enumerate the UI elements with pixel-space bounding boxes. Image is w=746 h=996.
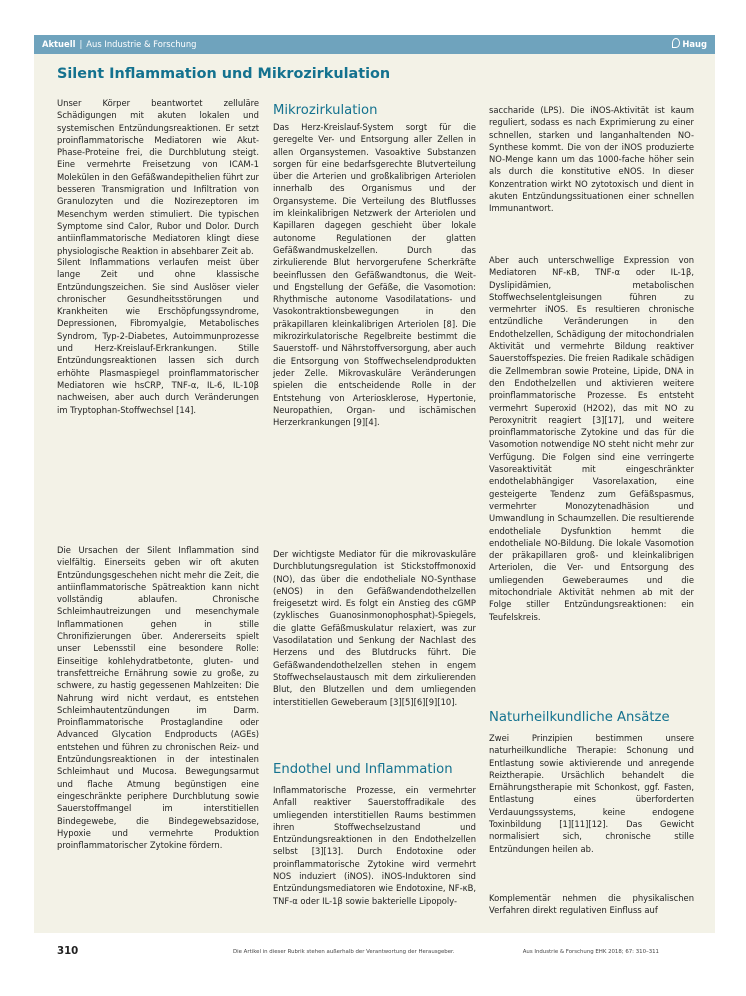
col3-paragraph-2: Aber auch unterschwellige Expression von Mediatoren NF-κB, TNF-α oder IL-1β, Dyslipidämien, metabolischen Stoffwechselentgleisungen führen zu vermehrter iNOS. Es resultieren chronische entzündliche Veränderungen in den Endothelzellen, Schädigung der mitochondrialen Aktivität und vermehrte Bildung reaktiver Sauerstoffspezies. Die freien Radikale schädigen die Zellmembran sowie Proteine, Lipide, DNA in den Endothelzellen und aktivieren weitere proinflammatorische Prozesse. Es entsteht vermehrt Superoxid (H2O2), das mit NO zu Peroxynitrit reagiert [3][17], und weitere proinflammatorische Zytokine und das für die Vasomotion notwendige NO steht nicht mehr zur Verfügung. Die Folgen sind eine verringerte Vasoreaktivität mit eingeschränkter endothelabhängiger Vasorelaxation, eine gesteigerte Tendenz zum Gefäßspasmus, vermehrter Monozytenadhäsion und Umwandlung in Schaumzellen. Die resultierende endotheliale Dysfunktion hemmt die endotheliale NO-Bildung. Die lokale Vasomotion der präkapillaren groß- und kleinkalibrigen Arteriolen, die Ver- und Entsorgung des umliegenden Geweberaumes und die mitochondriale Aktivität nehmen ab mit der Folge stiller Entzündungsreaktionen: ein Teufelskreis. [489,255,694,622]
col2-paragraph-2: Der wichtigste Mediator für die mikrovaskuläre Durchblutungsregulation ist Stickstoffmonoxid (NO), das über die endotheliale NO-Synthase (eNOS) in den Gefäßwandendothelzellen freigesetzt wird. Es folgt ein Anstieg des cGMP (zyklisches Guanosinmonophosphat)-Spiegels, die glatte Gefäßmuskulatur relaxiert, was zur Vasodilatation und Senkung der Nachlast des Herzens und des Blutdrucks führt. Die Gefäßwandendothelzellen stehen in engem Stoffwechselaustausch mit dem zirkulierenden Blut, den Blutzellen und dem umliegenden interstitiellen Geweberaum [3][5][6][9][10]. [273,549,476,707]
footer-disclaimer: Die Artikel in dieser Rubrik stehen außerhalb der Verantwortung der Herausgeber. [233,949,455,955]
article-title: Silent Inflammation und Mikrozirkulation [57,66,391,82]
col3-paragraph-3: Zwei Prinzipien bestimmen unsere naturheilkundliche Therapie: Schonung und Entlastung sowie aktivierende und anregende Reiztherapie. Ursächlich behandelt die Ernährungstherapie mit Schonkost, ggf. Fasten, Entlastung eines überforderten Verdauungssystems, keine endogene Toxinbildung [1][11][12]. Das Gewicht normalisiert sich, chronische stille Entzündungen heilen ab. [489,733,694,854]
col1-paragraph-3: Die Ursachen der Silent Inflammation sind vielfältig. Einerseits geben wir oft akuten Entzündungsgeschehen nicht mehr die Zeit, die antiinflammatorische Spätreaktion kann nicht vollständig ablaufen. Chronische Schleimhautreizungen und mesenchymale Inflammationen gehen in stille Chronifizierungen über. Andererseits spielt unser Lebensstil eine besondere Rolle: Einseitige kohlehydratbetonte, gluten- und transfettreiche Ernährung sowie zu große, zu schwere, zu hastig gegessenen Mahlzeiten: Die Nahrung wird nicht verdaut, es entstehen Schleimhautentzündungen im Darm. Proinflammatorische Prostaglandine oder Advanced Glycation Endproducts (AGEs) entstehen und führen zu chronischen Reiz- und Entzündungsreaktionen in der intestinalen Schleimhaut und Mucosa. Bewegungsarmut und flache Atmung begünstigen eine eingeschränkte periphere Durchblutung sowie Sauerstoffmangel im interstitiellen Bindegewebe, die Bindegewebsazidose, Hypoxie und vermehrte Produktion proinflammatorischer Zytokine fördern. [57,545,259,851]
page-footer [34,946,715,960]
publisher-name: Haug [682,39,707,49]
footer-citation: Aus Industrie & Forschung EHK 2018; 67: 310–311 [522,949,659,955]
section-separator: | [79,39,83,49]
publisher-logo [672,38,707,50]
heading-mikrozirkulation: Mikrozirkulation [273,103,378,118]
col3-paragraph-1: saccharide (LPS). Die iNOS-Aktivität ist kaum reguliert, sodass es nach Exprimierung zu einer schnellen, starken und langanhaltenden NO-Synthese kommt. Die von der iNOS produzierte NO-Menge kann um das 1000-fache höher sein als durch die konstitutive eNOS. In dieser Konzentration wirkt NO zytotoxisch und dient in akuten Entzündungssituationen einer schnellen Immunantwort. [489,105,694,214]
heading-naturheilkundliche-ansaetze: Naturheilkundliche Ansätze [489,710,670,725]
col2-paragraph-3: Inflammatorische Prozesse, ein vermehrter Anfall reaktiver Sauerstoffradikale des umliegenden interstitiellen Raums bestimmen ihren Stoffwechselzustand und Entzündungsreaktionen in den Endothelzellen selbst [3][13]. Durch Endotoxine oder proinflammatorische Zytokine wird vermehrt NOS induziert (iNOS). iNOS-Induktoren sind Entzündungsmediatoren wie Endotoxine, NF-κB, TNF-α oder IL-1β sowie bakterielle Lipopoly- [273,785,476,906]
col1-paragraph-1: Unser Körper beantwortet zelluläre Schädigungen mit akuten lokalen und systemischen Entzündungsreaktionen. Er setzt proinflammatorische Mediatoren wie Akut-Phase-Proteine frei, die Durchblutung steigt. Eine vermehrte Freisetzung von ICAM-1 Molekülen in den Gefäßwandepithelien führt zur besseren Transmigration und Infiltration von Granulozyten und die Nozirezeptoren im Mesenchym werden stimuliert. Die typischen Symptome sind Calor, Rubor und Dolor. Durch antiinflammatorische Mediatoren klingt diese physiologische Reaktion in absehbarer Zeit ab. [57,98,259,256]
leaf-icon [672,38,680,48]
col3-paragraph-4: Komplementär nehmen die physikalischen Verfahren direkt regulativen Einfluss auf [489,893,694,916]
subsection-name: Aus Industrie & Forschung [86,39,197,49]
heading-endothel-inflammation: Endothel und Inflammation [273,762,453,777]
section-name: Aktuell [42,39,76,49]
col1-paragraph-2: Silent Inflammations verlaufen meist über lange Zeit und ohne klassische Entzündungszeichen. Sie sind Auslöser vieler chronischer Gesundheitsstörungen und Krankheiten wie Erschöpfungssyndrome, Depressionen, Fibromyalgie, Metabolisches Syndrom, Typ-2-Diabetes, Autoimmunprozesse und Herz-Kreislauf-Erkrankungen. Stille Entzündungsreaktionen lassen sich durch erhöhte Plasmaspiegel proinflammatorischer Mediatoren wie hsCRP, TNF-α, IL-6, IL-10β nachweisen, aber auch durch Veränderungen im Tryptophan-Stoffwechsel [14]. [57,257,259,415]
section-label [42,38,196,50]
section-header-bar [34,35,715,54]
page-number: 310 [57,946,79,957]
col2-paragraph-1: Das Herz-Kreislauf-System sorgt für die geregelte Ver- und Entsorgung aller Zellen in allen Organsystemen. Vasoaktive Substanzen sorgen für eine bedarfsgerechte Blutverteilung über die Arterien und großkalibrigen Arteriolen innerhalb des Organismus und der Organsysteme. Die Verteilung des Blutflusses im kleinkalibrigen Netzwerk der Arteriolen und Kapillaren dagegen geschieht über lokale autonome Regulationen der glatten Gefäßwandmuskelzellen. Durch das zirkulierende Blut hervorgerufene Scherkräfte beeinflussen den Gefäßwandtonus, die Weit- und Engstellung der Gefäße, die Vasomotion: Rhythmische autonome Vasodilatations- und Vasokontraktionsbewegungen in den präkapillaren kleinkalibrigen Arteriolen [8]. Die mikrozirkulatorische Regelbreite bestimmt die Sauerstoff- und Nährstoffversorgung, aber auch die Entsorgung von Stoffwechselendprodukten jeder Zelle. Mikrovaskuläre Veränderungen spielen die entscheidende Rolle in der Entstehung von Arteriosklerose, Hypertonie, Neuropathien, Organ- und ischämischen Herzerkrankungen [9][4]. [273,122,476,428]
